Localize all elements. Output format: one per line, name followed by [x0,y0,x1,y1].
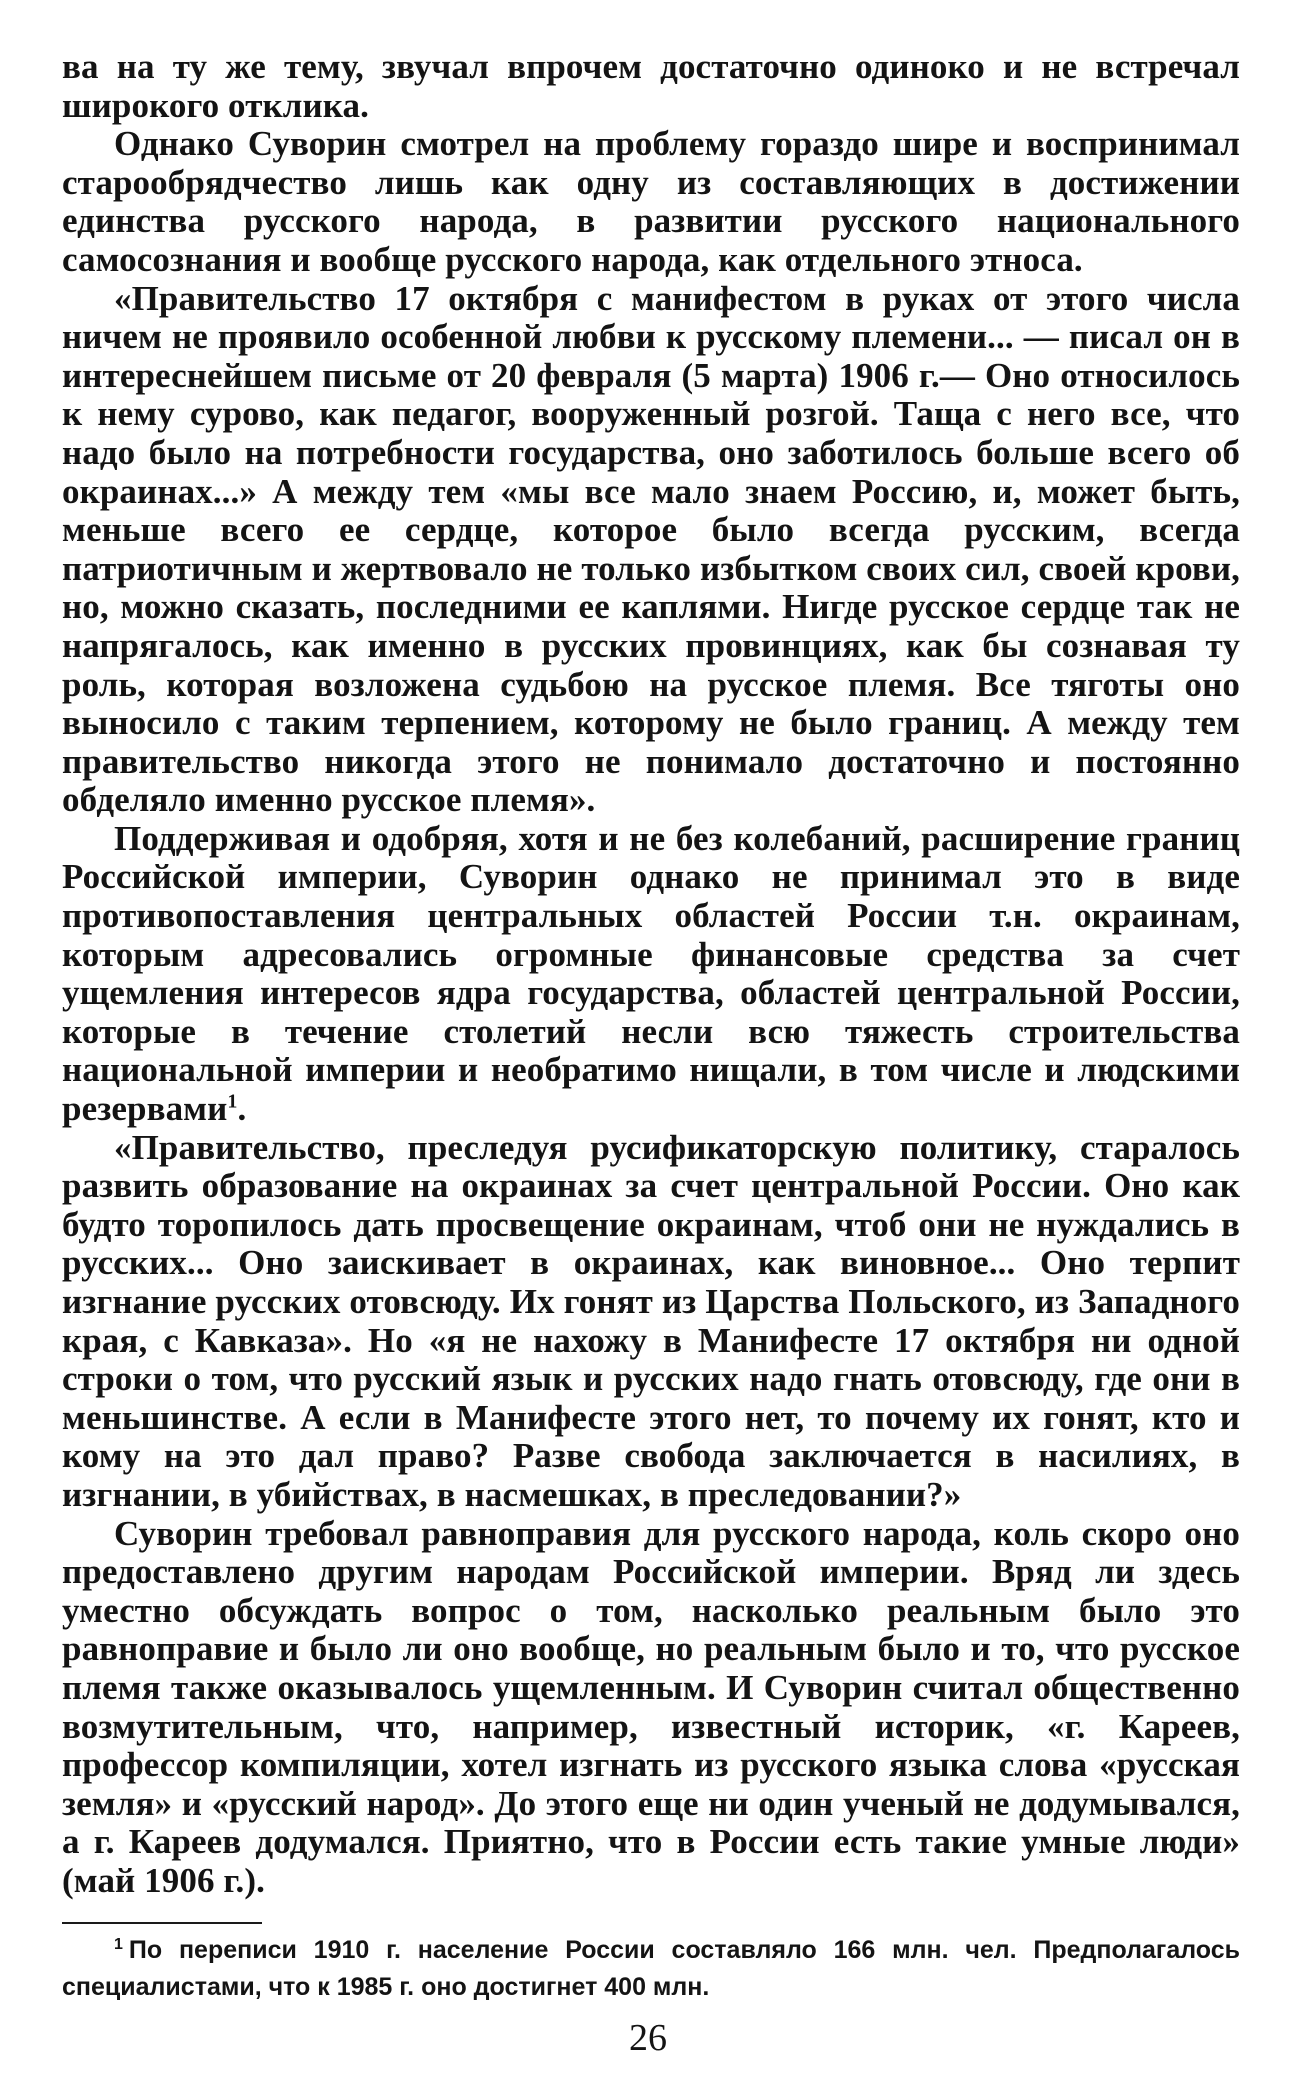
footnote [62,1932,1240,2006]
page-number: 26 [629,2017,667,2059]
paragraph: Однако Суворин смотрел на проблему гораздо шире и воспринимал старообрядчество лишь как одну из составляющих в достижении единства русского народа, в развитии русского национального самосознания и вообще русского народа, как отдельного этноса. [62,124,1240,279]
paragraph-with-footnote: Поддерживая и одобряя, хотя и не без колебаний, расширение границ Российской империи, Суворин однако не принимал это в виде противопоставления центральных областей России т.н. окраинам, которым адресовались огромные финансовые средства за счет ущемления интересов ядра государства, областей центральной России, которые в течение столетий несли всю тяжесть строительства национальной империи и необратимо нищали, в том числе и людскими резервами$^1$. [62,818,1240,1129]
paragraph-text: Поддерживая и одобряя, хотя и не без колебаний, расширение границ Российской империи, Суворин однако не принимал это в виде противопоставления центральных областей России т.н. окраинам, которым адресовались огромные финансовые средства за счет ущемления интересов ядра государства, областей центральной России, которые в течение столетий несли всю тяжесть строительства национальной империи и необратимо нищали, в том числе и людскими резервами [62,818,1240,1129]
footnote-separator [62,1922,262,1924]
body-text [62,48,1240,1901]
footnote-marker: 1 [114,1935,123,1953]
paragraph: Суворин требовал равноправия для русского народа, коль скоро оно предоставлено другим народам Российской империи. Вряд ли здесь уместно обсуждать вопрос о том, насколько реальным было это равноправие и было ли оно вообще, но реальным было и то, что русское племя также оказывалось ущемленным. И Суворин считал общественно возмутительным, что, например, известный историк, «г. Кареев, профессор компиляции, хотел изгнать из русского языка слова «русская земля» и «русский народ». До этого еще ни один ученый не додумывался, а г. Кареев додумался. Приятно, что в России есть такие умные люди» (май 1906 г.). [62,1513,1240,1900]
paragraph-quote: «Правительство, преследуя русификаторскую политику, старалось развить образование на окраинах за счет центральной России. Оно как будто торопилось дать просвещение окраинам, чтоб они не нуждались в русских... Оно заискивает в окраинах, как виновное... Оно терпит изгнание русских отовсюду. Их гонят из Царства Польского, из Западного края, с Кавказа». Но «я не нахожу в Манифесте 17 октября ни одной строки о том, что русский язык и русских надо гнать отовсюду, где они в меньшинстве. А если в Манифесте этого нет, то почему их гонят, кто и кому на это дал право? Разве свобода заключается в насилиях, в изгнании, в убийствах, в насмешках, в преследовании?» [62,1127,1240,1514]
footnote-text: По переписи 1910 г. население России составляло 166 млн. чел. Предполагалось специалистами, что к 1985 г. оно достигнет 400 млн. [62,1936,1240,2001]
paragraph-continued: ва на ту же тему, звучал впрочем достаточно одиноко и не встречал широкого отклика. [62,47,1240,125]
paragraph-quote: «Правительство 17 октября с манифестом в руках от этого числа ничем не проявило особенной любви к русскому племени... — писал он в интереснейшем письме от 20 февраля (5 марта) 1906 г.— Оно относилось к нему сурово, как педагог, вооруженный розгой. Таща с него все, что надо было на потребности государства, оно заботилось больше всего об окраинах...» А между тем «мы все мало знаем Россию, и, может быть, меньше всего ее сердце, которое было всегда русским, всегда патриотичным и жертвовало не только избытком своих сил, своей крови, но, можно сказать, последними ее каплями. Нигде русское сердце так не напрягалось, как именно в русских провинциях, как бы сознавая ту роль, которая возложена судьбою на русское племя. Все тяготы оно выносило с таким терпением, которому не было границ. А между тем правительство никогда этого не понимало достаточно и постоянно обделяло именно русское племя». [62,278,1240,820]
footnote-reference[interactable]: 1 [227,1090,238,1113]
